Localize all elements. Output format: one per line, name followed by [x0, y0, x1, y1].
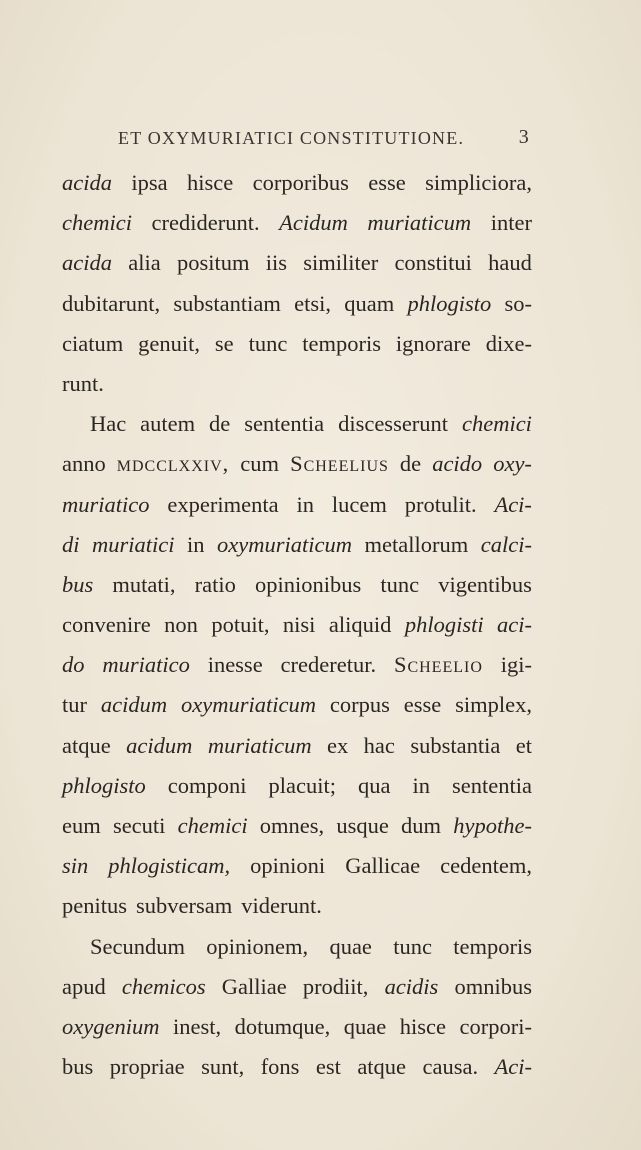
text-line: [62, 203, 532, 243]
word: bus: [62, 571, 94, 597]
word: Aci-: [494, 1054, 532, 1080]
word: hypothe-: [453, 813, 532, 838]
word: causa.: [422, 1054, 479, 1080]
word: genuit,: [138, 330, 201, 356]
word: discesserunt: [338, 411, 449, 437]
word: ciatum: [62, 330, 124, 356]
word: acido: [432, 451, 483, 477]
word: protulit.: [404, 491, 477, 517]
word: substantiam: [173, 290, 281, 316]
word: subversam: [136, 893, 233, 919]
word: calci-: [480, 531, 532, 557]
text-line: [62, 163, 532, 203]
word: similiter: [303, 250, 379, 276]
word: viderunt.: [241, 893, 322, 919]
word: acida: [62, 170, 112, 195]
text-line: [62, 485, 532, 525]
word: haud: [488, 250, 532, 276]
word: simpliciora,: [425, 170, 532, 195]
word: hisce: [399, 1013, 446, 1039]
word: opinionibus: [254, 571, 362, 597]
word: mdcclxxiv,: [116, 451, 230, 477]
word: igi-: [500, 652, 532, 678]
word: tunc: [248, 330, 288, 356]
word: crederetur.: [280, 652, 377, 678]
word: corpori-: [459, 1013, 532, 1039]
word: substantia: [410, 732, 501, 758]
word: positum: [176, 250, 250, 276]
word: placuit;: [268, 772, 336, 798]
word: acidum: [100, 692, 168, 718]
word: de: [209, 411, 231, 437]
word: de: [399, 451, 422, 477]
word: in: [296, 491, 314, 517]
word: bus: [62, 1054, 94, 1080]
word: non: [164, 612, 198, 638]
word: tunc: [380, 571, 420, 597]
text-line: [62, 243, 532, 283]
word: phlogisti: [404, 612, 484, 638]
word: alia: [128, 250, 161, 276]
word: cum: [240, 451, 280, 477]
word: in: [412, 772, 431, 798]
word: Aci-: [494, 491, 532, 517]
word: muriatici: [92, 531, 175, 557]
word: Acidum: [279, 210, 348, 236]
word: lucem: [331, 491, 387, 517]
word: inesse: [207, 652, 263, 678]
text-line: [62, 685, 532, 725]
word: eum: [62, 813, 101, 838]
word: runt.: [62, 370, 104, 396]
word: atque: [357, 1054, 407, 1080]
word: autem: [140, 411, 196, 437]
word: tur: [62, 692, 87, 718]
word: ex: [327, 732, 349, 758]
word: se: [214, 330, 234, 356]
text-line: [62, 846, 532, 886]
word: Scheelius: [290, 451, 389, 477]
word: esse: [403, 692, 442, 718]
word: oxymuriaticum: [181, 692, 316, 718]
text-line: [62, 364, 532, 404]
text-line: [62, 766, 532, 806]
text-line: [62, 1047, 532, 1087]
word: chemicos: [121, 973, 206, 999]
word: do: [62, 652, 85, 678]
word: hac: [363, 732, 395, 758]
word: propriae: [109, 1054, 185, 1080]
word: oxy-: [493, 451, 532, 477]
word: ratio: [194, 571, 236, 597]
text-line: [62, 284, 532, 324]
word: chemici: [461, 411, 532, 437]
word: muriaticum: [207, 732, 312, 758]
word: ignorare: [395, 330, 471, 356]
word: penitus: [62, 893, 127, 919]
word: chemici: [62, 210, 132, 236]
word: mutati,: [112, 571, 176, 597]
word: oxymuriaticum: [217, 531, 352, 557]
text-line: [62, 927, 532, 967]
running-title: ET OXYMURIATICI CONSTITUTIONE.: [118, 128, 465, 148]
word: chemici: [177, 813, 248, 838]
word: in: [187, 531, 205, 557]
text-line: [62, 324, 532, 364]
word: quae: [329, 933, 372, 959]
word: inter: [490, 210, 532, 236]
word: dum: [401, 813, 442, 838]
word: metallorum: [364, 531, 469, 557]
word: constitui: [394, 250, 472, 276]
word: Galliae: [221, 973, 287, 999]
word: crediderunt.: [151, 210, 260, 236]
word: hisce: [187, 170, 234, 195]
word: dixe-: [485, 330, 532, 356]
word: acida: [62, 250, 112, 276]
body-text: [62, 163, 532, 1087]
word: ipsa: [131, 170, 168, 195]
page-number: 3: [518, 126, 530, 148]
text-line: [62, 967, 532, 1007]
word: muriaticum: [367, 210, 472, 236]
text-line: [62, 404, 532, 444]
word: Secundum: [90, 933, 185, 959]
word: omnibus: [454, 973, 532, 999]
text-line: [62, 806, 532, 846]
word: usque: [336, 813, 389, 838]
word: qua: [358, 772, 391, 798]
word: sententia: [452, 772, 532, 798]
word: Hac: [90, 411, 127, 437]
word: opinioni: [250, 853, 326, 879]
word: inest,: [172, 1013, 222, 1039]
word: omnes,: [259, 813, 325, 838]
word: convenire: [62, 612, 151, 638]
word: Gallicae: [345, 853, 421, 879]
text-line: [62, 525, 532, 565]
word: dotumque,: [234, 1013, 331, 1039]
word: secuti: [112, 813, 166, 838]
word: tunc: [393, 933, 432, 959]
word: iis: [265, 250, 287, 276]
word: sunt,: [201, 1054, 245, 1080]
word: corporibus: [252, 170, 349, 195]
word: acidum: [126, 732, 193, 758]
word: componi: [167, 772, 247, 798]
word: aliquid: [328, 612, 392, 638]
word: sententia: [244, 411, 325, 437]
word: dubitarunt,: [62, 290, 161, 316]
word: nisi: [282, 612, 316, 638]
word: vigentibus: [438, 571, 532, 597]
text-line: [62, 726, 532, 766]
word: fons: [260, 1054, 300, 1080]
word: atque: [62, 732, 111, 758]
word: so-: [504, 290, 532, 316]
word: apud: [62, 973, 106, 999]
word: phlogisticam,: [108, 853, 231, 879]
word: cedentem,: [440, 853, 532, 879]
text-line: [62, 1007, 532, 1047]
word: acidis: [384, 973, 439, 999]
text-line: [62, 444, 532, 484]
word: simplex,: [455, 692, 532, 718]
word: aci-: [497, 612, 532, 638]
word: phlogisto: [62, 772, 146, 798]
text-line: [62, 605, 532, 645]
word: temporis: [453, 933, 532, 959]
word: quae: [343, 1013, 387, 1039]
text-line: [62, 565, 532, 605]
word: quam: [344, 290, 395, 316]
word: corpus: [329, 692, 390, 718]
word: esse: [368, 170, 406, 195]
word: phlogisto: [407, 290, 492, 316]
word: est: [315, 1054, 341, 1080]
word: potuit,: [211, 612, 270, 638]
word: muriatico: [62, 491, 150, 517]
word: sin: [62, 853, 89, 879]
word: di: [62, 531, 80, 557]
word: et: [515, 732, 532, 758]
text-line: [62, 886, 532, 926]
word: temporis: [302, 330, 381, 356]
word: anno: [62, 451, 106, 477]
word: oxygenium: [62, 1013, 160, 1039]
word: muriatico: [102, 652, 190, 678]
word: opinionem,: [206, 933, 309, 959]
text-line: [62, 645, 532, 685]
word: etsi,: [294, 290, 331, 316]
word: prodiit,: [302, 973, 369, 999]
word: Scheelio: [393, 652, 483, 678]
word: experimenta: [167, 491, 279, 517]
